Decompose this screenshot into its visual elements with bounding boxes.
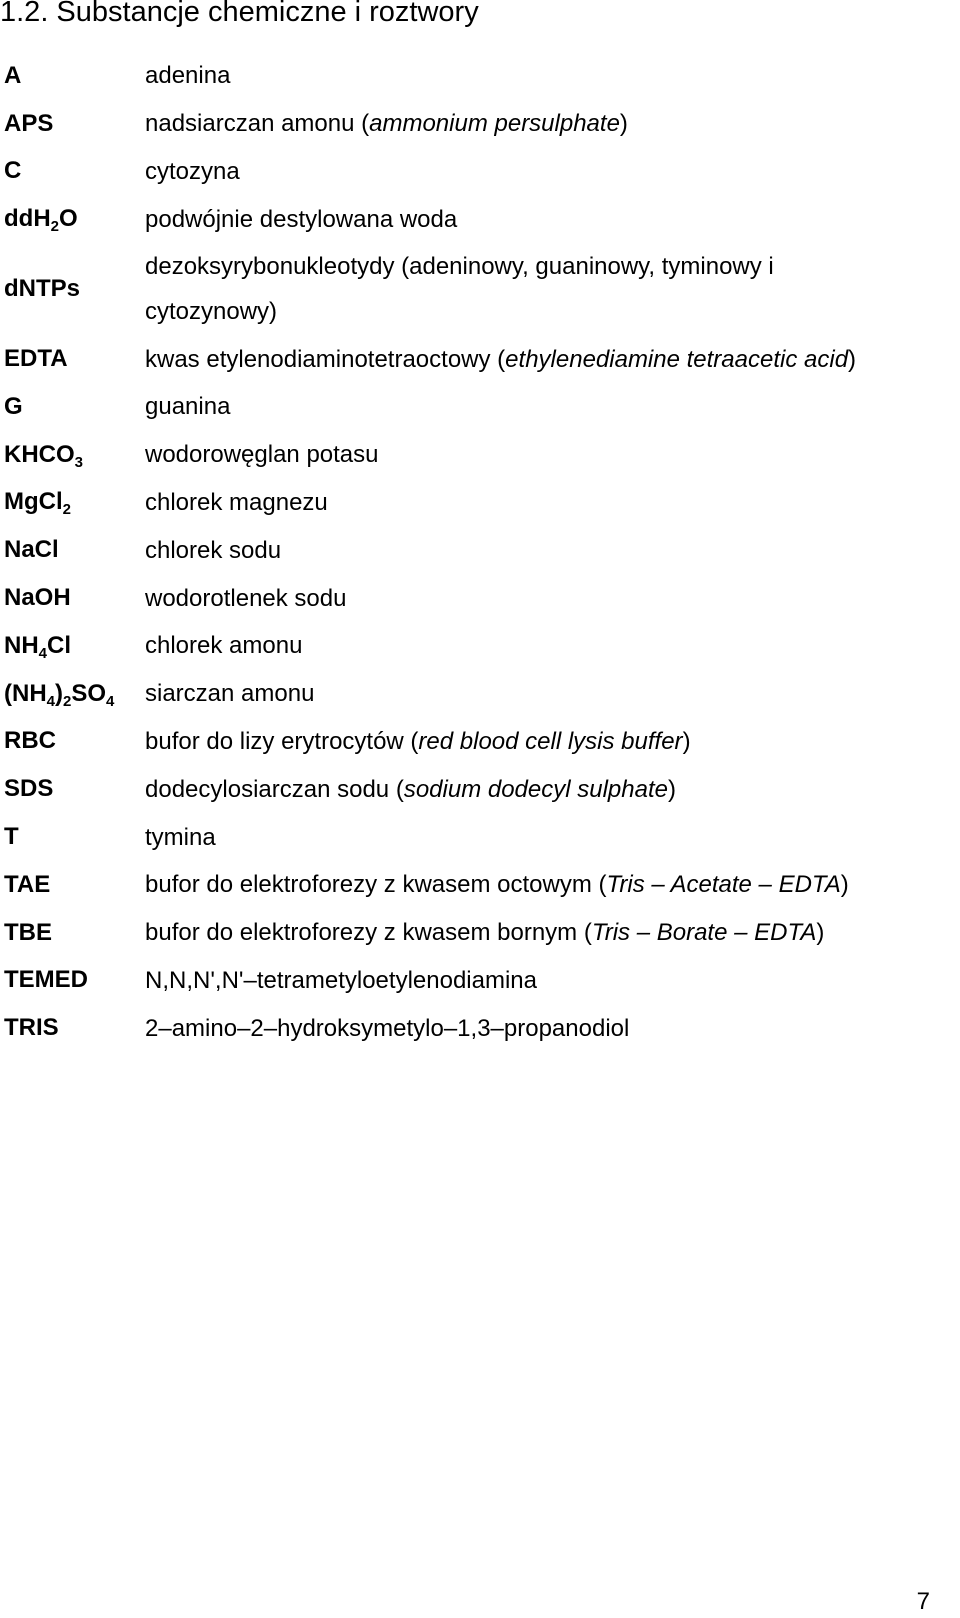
abbreviation-definition: chlorek magnezu	[145, 488, 328, 516]
abbreviation-term: T	[4, 823, 19, 851]
abbreviation-row	[0, 670, 960, 718]
abbreviation-row	[0, 243, 960, 335]
abbreviation-definition: chlorek amonu	[145, 632, 303, 660]
abbreviation-definition: podwójnie destylowana woda	[145, 205, 458, 233]
abbreviation-term: TEMED	[4, 966, 88, 994]
abbreviation-definition: bufor do elektroforezy z kwasem octowym (Tris – Acetate – EDTA)	[145, 871, 849, 899]
abbreviation-row	[0, 335, 960, 383]
abbreviation-term: G	[4, 392, 23, 420]
abbreviation-definition: nadsiarczan amonu (ammonium persulphate)	[145, 110, 628, 138]
abbreviation-term: $KHCO_3$	[4, 440, 84, 471]
abbreviation-row	[0, 383, 960, 431]
abbreviation-term: TRIS	[4, 1014, 59, 1042]
abbreviation-definition: bufor do elektroforezy z kwasem bornym (Tris – Borate – EDTA)	[145, 919, 825, 947]
abbreviation-term: RBC	[4, 727, 56, 755]
abbreviation-definition: wodorowęglan potasu	[145, 441, 379, 469]
abbreviation-definition: kwas etylenodiaminotetraoctowy (ethylenediamine tetraacetic acid)	[145, 345, 857, 373]
abbreviation-term: $(NH_4)_2SO_4$	[4, 679, 115, 710]
abbreviation-row	[0, 765, 960, 813]
abbreviation-row	[0, 1004, 960, 1052]
abbreviation-definition: siarczan amonu	[145, 680, 315, 708]
abbreviation-row	[0, 957, 960, 1005]
abbreviation-row	[0, 861, 960, 909]
abbreviation-term: TAE	[4, 870, 51, 898]
abbreviation-list	[0, 52, 960, 1052]
abbreviation-term: $NH_4Cl$	[4, 631, 72, 662]
abbreviation-row	[0, 479, 960, 527]
abbreviation-term: APS	[4, 109, 54, 137]
abbreviation-row	[0, 909, 960, 957]
abbreviation-term: MgCl$_2$	[4, 488, 71, 519]
abbreviation-definition: guanina	[145, 393, 231, 421]
abbreviation-row	[0, 526, 960, 574]
abbreviation-definition: dodecylosiarczan sodu (sodium dodecyl sulphate)	[145, 775, 676, 803]
abbreviation-row	[0, 718, 960, 766]
abbreviation-row	[0, 431, 960, 479]
abbreviation-definition: bufor do lizy erytrocytów (red blood cell lysis buffer)	[145, 727, 691, 755]
abbreviation-row	[0, 195, 960, 243]
abbreviation-term: TBE	[4, 918, 52, 946]
abbreviation-definition: cytozyna	[145, 157, 240, 185]
abbreviation-definition: N,N,N',N'–tetrametyloetylenodiamina	[145, 966, 537, 994]
abbreviation-term: A	[4, 61, 22, 89]
abbreviation-definition: wodorotlenek sodu	[145, 584, 347, 612]
page-number: 7	[916, 1588, 930, 1615]
abbreviation-definition: 2–amino–2–hydroksymetylo–1,3–propanodiol	[145, 1014, 630, 1042]
section-heading: 1.2. Substancje chemiczne i roztwory	[0, 0, 479, 28]
abbreviation-definition: chlorek sodu	[145, 536, 282, 564]
abbreviation-definition: tymina	[145, 823, 216, 851]
abbreviation-row	[0, 813, 960, 861]
abbreviation-definition: dezoksyrybonukleotydy (adeninowy, guaninowy, tyminowy i cytozynowy)	[145, 253, 774, 326]
abbreviation-term: ddH$_2$O	[4, 205, 78, 236]
abbreviation-term: dNTPs	[4, 275, 81, 303]
abbreviation-term: SDS	[4, 775, 54, 803]
abbreviation-row	[0, 622, 960, 670]
abbreviation-row	[0, 100, 960, 148]
abbreviation-definition: adenina	[145, 62, 231, 90]
abbreviation-row	[0, 574, 960, 622]
abbreviation-row	[0, 52, 960, 100]
abbreviation-row	[0, 148, 960, 196]
abbreviation-term: NaOH	[4, 584, 71, 612]
abbreviation-term: EDTA	[4, 345, 68, 373]
abbreviation-term: C	[4, 157, 22, 185]
abbreviation-term: NaCl	[4, 536, 59, 564]
